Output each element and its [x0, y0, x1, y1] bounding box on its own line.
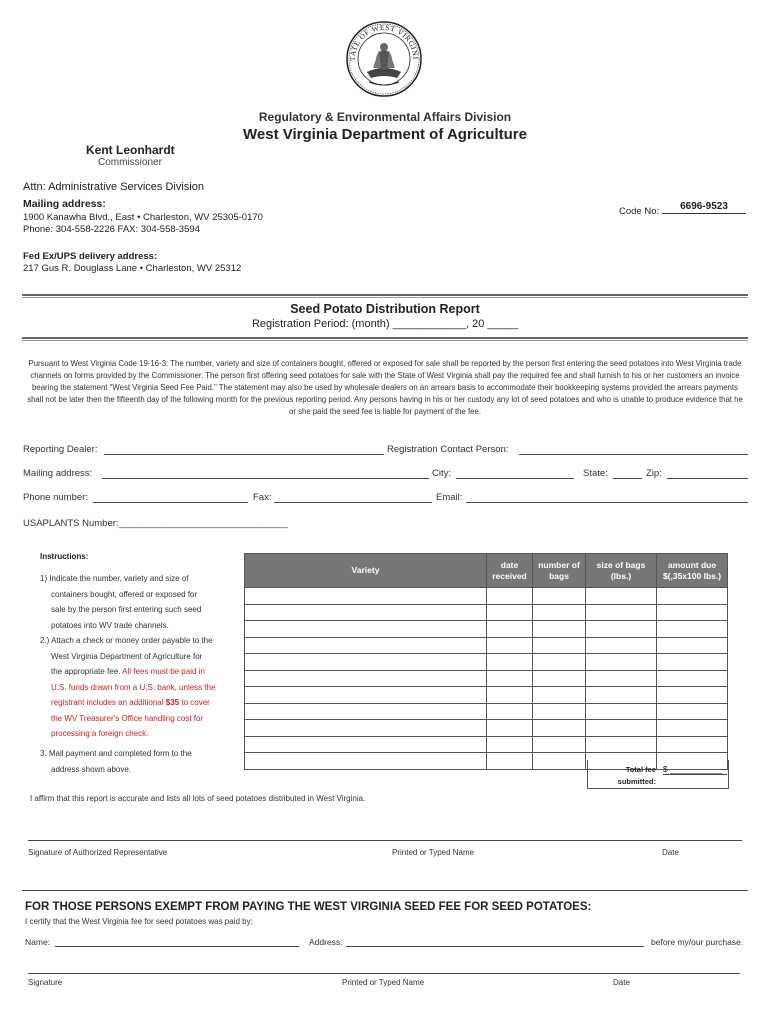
table-cell[interactable]: [586, 687, 657, 704]
table-cell[interactable]: [487, 654, 533, 671]
table-cell[interactable]: [586, 637, 657, 654]
table-cell[interactable]: [657, 670, 728, 687]
exempt-heading: FOR THOSE PERSONS EXEMPT FROM PAYING THE WEST VIRGINIA SEED FEE FOR SEED POTATOES:: [25, 901, 592, 913]
table-row: [245, 687, 728, 704]
distribution-table: [244, 553, 728, 770]
table-row: [245, 736, 728, 753]
table-cell[interactable]: [657, 637, 728, 654]
table-cell[interactable]: [487, 703, 533, 720]
table-cell[interactable]: [586, 588, 657, 605]
commissioner-title: Commissioner: [98, 157, 162, 168]
col-size-of-bags: size of bags (lbs.): [586, 554, 657, 588]
col-date-received: date received: [487, 554, 533, 588]
attn-line: Attn: Administrative Services Division: [23, 181, 204, 193]
col-number-of-bags: number of bags: [533, 554, 586, 588]
exempt-address-label: Address:: [309, 937, 343, 947]
table-cell[interactable]: [533, 736, 586, 753]
table-cell[interactable]: [586, 736, 657, 753]
table-cell[interactable]: [533, 687, 586, 704]
table-cell[interactable]: [245, 753, 487, 770]
table-cell[interactable]: [487, 687, 533, 704]
table-row: [245, 654, 728, 671]
phone-fax-line: Phone: 304-558-2226 FAX: 304-558-3594: [23, 224, 200, 235]
divider: [22, 337, 748, 341]
fedex-heading: Fed Ex/UPS delivery address:: [23, 251, 158, 262]
table-cell[interactable]: [657, 588, 728, 605]
table-cell[interactable]: [533, 621, 586, 638]
email-field[interactable]: [466, 491, 748, 503]
table-cell[interactable]: [533, 588, 586, 605]
exempt-before-label: before my/our purchase.: [651, 937, 744, 947]
registration-contact-field[interactable]: [519, 443, 748, 455]
printed-name-label: Printed or Typed Name: [392, 848, 475, 857]
exempt-signature-line[interactable]: [28, 973, 740, 974]
exempt-name-field[interactable]: [55, 935, 299, 947]
table-cell[interactable]: [533, 703, 586, 720]
mailing-heading: Mailing address:: [23, 198, 106, 210]
statute-paragraph: Pursuant to West Virginia Code 19-16-3: The number, variety and size of containers bought, offered or exposed for sale shall be reported by the person first entering the seed potatoes into West Virginia trade channels on forms provided by the Commissioner. The person first offering seed potatoes for sale with the State of West Virginia shall pay the required fee and shall furnish to his or her customers an invoice bearing the statement "West Virginia Seed Fee Paid." The statement may also be used by wholesale dealers on an arrears basis to accommodate their bookkeeping systems provided the arrears payments shall not be later then the fifteenth day of the following month for the previous reporting period. Any persons having in his or her custody any lot of seed potatoes and who is unable to produce evidence that he or she paid the seed fee is liable for payment of the fee.: [27, 359, 743, 416]
table-cell[interactable]: [533, 670, 586, 687]
table-cell[interactable]: [487, 736, 533, 753]
table-cell[interactable]: [586, 670, 657, 687]
table-cell[interactable]: [533, 637, 586, 654]
mailing-address: 1900 Kanawha Blvd., East • Charleston, WV 25305-0170: [23, 212, 263, 223]
table-cell[interactable]: [586, 604, 657, 621]
mailing-address-label: Mailing address:: [23, 468, 93, 479]
table-cell[interactable]: [245, 736, 487, 753]
table-cell[interactable]: [586, 703, 657, 720]
total-fee-label: Total fee submitted:: [617, 765, 656, 786]
table-cell[interactable]: [533, 604, 586, 621]
table-cell[interactable]: [487, 588, 533, 605]
email-label: Email:: [436, 492, 463, 503]
report-title: Seed Potato Distribution Report: [290, 302, 480, 316]
table-cell[interactable]: [487, 753, 533, 770]
table-row: [245, 703, 728, 720]
code-value: 6696-9523: [662, 201, 746, 214]
table-cell[interactable]: [657, 736, 728, 753]
table-cell[interactable]: [487, 670, 533, 687]
table-cell[interactable]: [533, 720, 586, 737]
city-field[interactable]: [456, 467, 574, 479]
table-cell[interactable]: [657, 654, 728, 671]
fax-label: Fax:: [253, 492, 272, 503]
exempt-certify: I certify that the West Virginia fee for seed potatoes was paid by:: [25, 917, 253, 926]
divider: [22, 294, 748, 298]
usaplants-field[interactable]: USAPLANTS Number:________________________________: [23, 518, 288, 529]
date-label: Date: [662, 848, 679, 857]
table-cell[interactable]: [487, 604, 533, 621]
reporting-dealer-label: Reporting Dealer:: [23, 444, 98, 455]
phone-label: Phone number:: [23, 492, 88, 503]
code-label: Code No:: [619, 206, 660, 217]
table-cell[interactable]: [586, 720, 657, 737]
exempt-printed-name-label: Printed or Typed Name: [342, 978, 425, 987]
table-cell[interactable]: [245, 637, 487, 654]
table-row: [245, 604, 728, 621]
table-cell[interactable]: [245, 687, 487, 704]
svg-text:STATE OF WEST VIRGINIA: TATE OF WEST VIRGINI: [347, 22, 421, 62]
table-row: [245, 588, 728, 605]
instruction-step-1: 1) Indicate the number, variety and size of containers bought, offered or exposed for sale by the person first entering such seed potatoes into WV trade channels.: [40, 574, 202, 630]
table-cell[interactable]: [245, 703, 487, 720]
state-field[interactable]: [613, 467, 642, 479]
table-cell[interactable]: [245, 654, 487, 671]
table-cell[interactable]: [586, 621, 657, 638]
fax-field[interactable]: [274, 491, 432, 503]
zip-field[interactable]: [667, 467, 748, 479]
total-fee-field[interactable]: $ ___________: [663, 764, 727, 775]
city-label: City:: [432, 468, 451, 479]
zip-label: Zip:: [646, 468, 662, 479]
state-seal: [345, 20, 423, 98]
phone-field[interactable]: [93, 491, 248, 503]
table-row: [245, 720, 728, 737]
affirm-statement: I affirm that this report is accurate and lists all lots of seed potatoes distributed in West Virginia.: [30, 794, 366, 803]
table-cell[interactable]: [487, 621, 533, 638]
table-cell[interactable]: [245, 720, 487, 737]
table-cell[interactable]: [657, 720, 728, 737]
fedex-address: 217 Gus R. Douglass Lane • Charleston, WV 25312: [23, 263, 242, 274]
reporting-dealer-field[interactable]: [104, 443, 384, 455]
registration-period[interactable]: Registration Period: (month) ____________, 20 _____: [251, 318, 519, 330]
col-variety: Variety: [245, 554, 487, 588]
table-row: [245, 637, 728, 654]
col-amount-due: amount due $(,35x100 lbs.): [657, 554, 728, 588]
table-cell[interactable]: [487, 720, 533, 737]
table-cell[interactable]: [657, 621, 728, 638]
instruction-step-3: 3. Mail payment and completed form to the address shown above.: [40, 749, 192, 774]
table-cell[interactable]: [487, 637, 533, 654]
division-name: Regulatory & Environmental Affairs Division: [258, 110, 512, 124]
table-cell[interactable]: [245, 588, 487, 605]
table-cell[interactable]: [657, 687, 728, 704]
instructions-heading: Instructions:: [40, 552, 89, 561]
signature-line[interactable]: [28, 840, 742, 841]
exempt-signature-label: Signature: [28, 978, 63, 987]
divider: [22, 890, 748, 891]
table-cell[interactable]: [245, 604, 487, 621]
signature-label: Signature of Authorized Representative: [28, 848, 168, 857]
registration-contact-label: Registration Contact Person:: [387, 444, 509, 455]
table-row: [245, 621, 728, 638]
commissioner-name: Kent Leonhardt: [86, 143, 175, 157]
exempt-address-field[interactable]: [346, 935, 644, 947]
table-cell[interactable]: [657, 604, 728, 621]
table-cell[interactable]: [245, 621, 487, 638]
exempt-name-label: Name:: [25, 937, 51, 947]
mailing-address-field[interactable]: [102, 467, 429, 479]
table-cell[interactable]: [586, 654, 657, 671]
table-row: [245, 670, 728, 687]
exempt-date-label: Date: [613, 978, 630, 987]
table-cell[interactable]: [533, 654, 586, 671]
department-name: West Virginia Department of Agriculture: [243, 126, 527, 143]
table-cell[interactable]: [533, 753, 586, 770]
instruction-step-2: 2.) Attach a check or money order payable to the West Virginia Department of Agriculture for the appropriate fee. All fees must be paid in U.S. funds drawn from a U.S. bank, unless the registrant includes an additional $35 to cover the WV Treasurer's Office handling cost for processing a foreign check.: [40, 636, 216, 738]
table-cell[interactable]: [245, 670, 487, 687]
table-cell[interactable]: [657, 703, 728, 720]
state-label: State:: [583, 468, 608, 479]
